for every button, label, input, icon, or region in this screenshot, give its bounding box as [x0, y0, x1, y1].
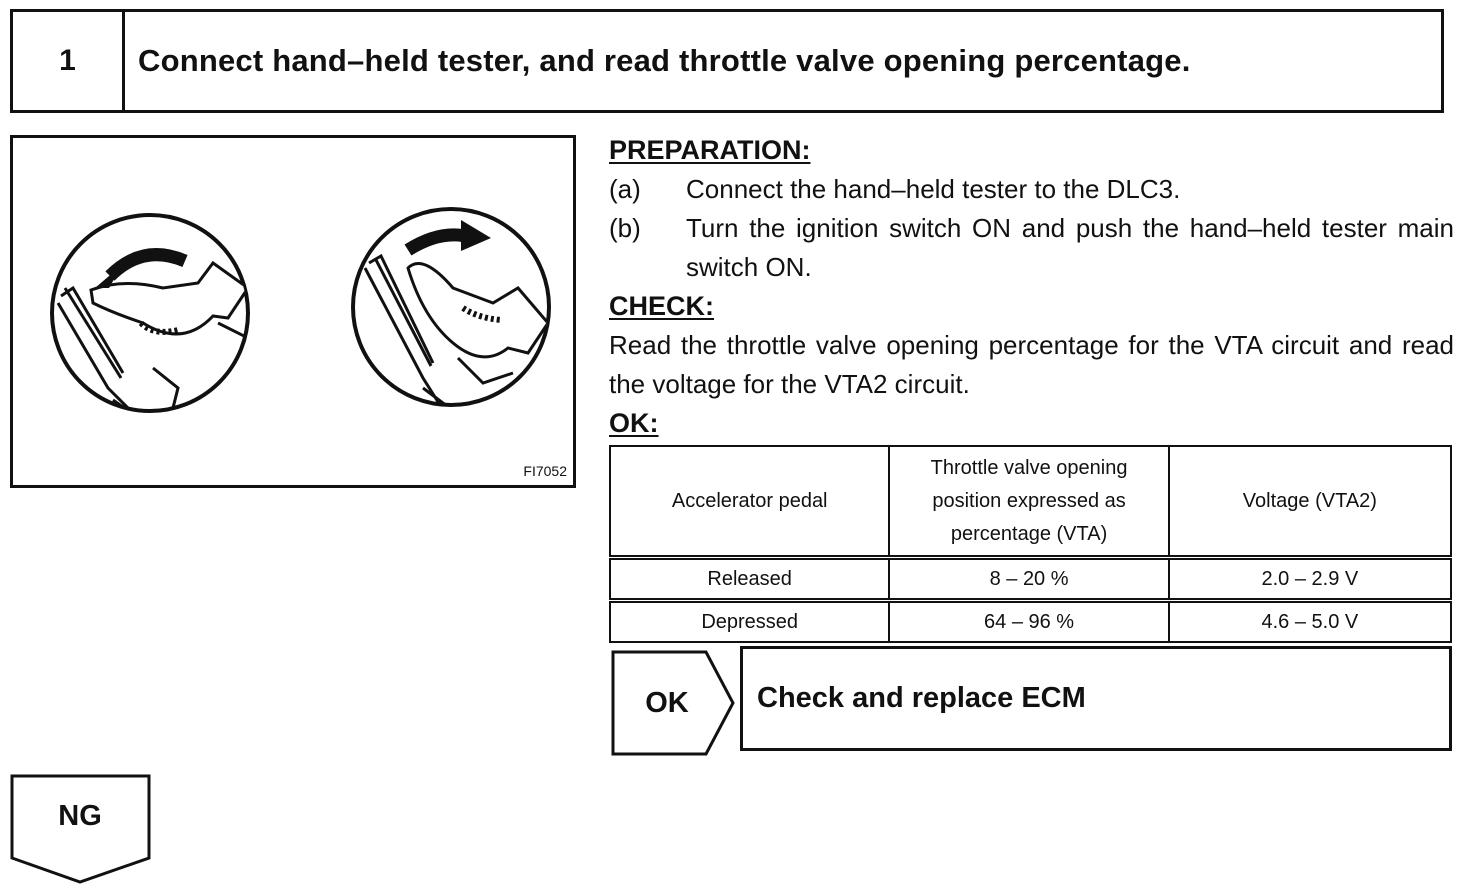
table-cell: Released — [610, 558, 889, 601]
table-cell: 64 – 96 % — [889, 601, 1168, 643]
pedal-drawing — [13, 138, 573, 485]
ok-result-tag — [611, 650, 736, 756]
table-cell: 8 – 20 % — [889, 558, 1168, 601]
item-label: (a) — [609, 174, 641, 204]
table-cell: Depressed — [610, 601, 889, 643]
item-label: (b) — [609, 213, 641, 243]
table-row — [610, 558, 1451, 601]
pedal-released-drawing — [52, 215, 253, 428]
header-vta: Throttle valve opening position expressed as percentage (VTA) — [889, 446, 1168, 558]
preparation-item — [609, 209, 1454, 287]
table-cell: 2.0 – 2.9 V — [1169, 558, 1451, 601]
item-text: Connect the hand–held tester to the DLC3. — [686, 174, 1181, 204]
ok-action-box: Check and replace ECM — [740, 646, 1452, 751]
instructions — [609, 131, 1454, 443]
table-row — [610, 601, 1451, 643]
ng-result-tag — [10, 774, 152, 886]
preparation-heading: PREPARATION: — [609, 135, 811, 165]
ng-label: NG — [58, 799, 102, 832]
table-header-row — [610, 446, 1451, 558]
ok-label: OK — [645, 686, 689, 719]
ok-spec-table — [609, 445, 1452, 643]
preparation-item — [609, 170, 1454, 209]
check-text: Read the throttle valve opening percentage for the VTA circuit and read the voltage for the VTA2 circuit. — [609, 330, 1454, 399]
table-cell: 4.6 – 5.0 V — [1169, 601, 1451, 643]
check-heading: CHECK: — [609, 291, 714, 321]
step-header — [10, 9, 1444, 113]
pedal-depressed-drawing — [353, 209, 549, 418]
step-number: 1 — [13, 12, 125, 110]
step-title: Connect hand–held tester, and read throttle valve opening percentage. — [138, 43, 1191, 78]
ok-heading: OK: — [609, 408, 659, 438]
pedal-illustration — [10, 135, 576, 488]
item-text: Turn the ignition switch ON and push the hand–held tester main switch ON. — [686, 213, 1454, 282]
header-accelerator-pedal: Accelerator pedal — [610, 446, 889, 558]
header-vta2: Voltage (VTA2) — [1169, 446, 1451, 558]
figure-code: FI7052 — [523, 463, 567, 479]
